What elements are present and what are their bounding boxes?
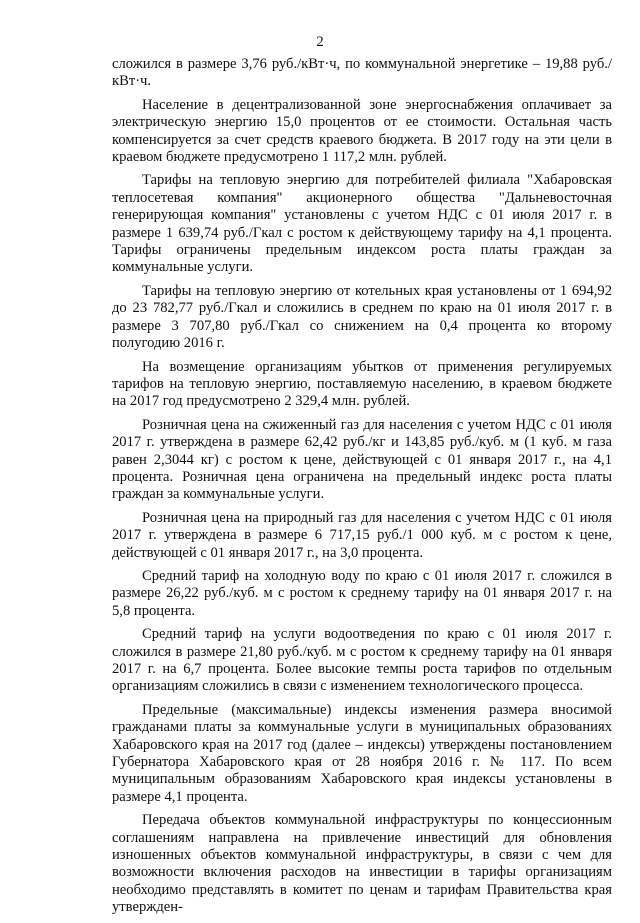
paragraph-8: Средний тариф на холодную воду по краю с 01 июля 2017 г. сложился в размере 26,22 руб./куб. м с ростом к среднему тарифу на 01 января 2017 г. на 5,8 процента. [112, 567, 612, 619]
page-number: 2 [316, 34, 324, 50]
paragraph-4: Тарифы на тепловую энергию от котельных края установлены от 1 694,92 до 23 782,77 руб./Гкал и сложились в среднем по краю на 01 июля 2017 г. в размере 3 707,80 руб./Гкал со снижением на 0,4 процента ко второму полугодию 2016 г. [112, 282, 612, 352]
paragraph-2: Население в децентрализованной зоне энергоснабжения оплачивает за электрическую энергию 15,0 процентов от ее стоимости. Остальная часть компенсируется за счет средств краевого бюджета. В 2017 году на эти цели в краевом бюджете предусмотрено 1 117,2 млн. рублей. [112, 96, 612, 166]
paragraph-5: На возмещение организациям убытков от применения регулируемых тарифов на тепловую энергию, поставляемую населению, в краевом бюджете на 2017 год предусмотрено 2 329,4 млн. рублей. [112, 358, 612, 410]
paragraph-1: сложился в размере 3,76 руб./кВт·ч, по коммунальной энергетике – 19,88 руб./кВт·ч. [112, 56, 612, 90]
paragraph-3: Тарифы на тепловую энергию для потребителей филиала "Хабаровская теплосетевая компания" акционерного общества "Дальневосточная генерирующая компания" установлены с учетом НДС с 01 июля 2017 г. в размере 1 639,74 руб./Гкал с ростом к действующему тарифу на 4,1 процента. Тарифы ограничены предельным индексом роста платы граждан за коммунальные услуги. [112, 172, 612, 276]
paragraph-11: Передача объектов коммунальной инфраструктуры по концессионным соглашениям направлена на привлечение инвестиций для обновления изношенных объектов коммунальной инфраструктуры, в связи с чем для возможности включения расходов на инвестиции в тарифы организациям необходимо представлять в комитет по ценам и тарифам Правительства края утвержден- [112, 812, 612, 916]
paragraph-9: Средний тариф на услуги водоотведения по краю с 01 июля 2017 г. сложился в размере 21,80 руб./куб. м с ростом к среднему тарифу на 01 января 2017 г. на 6,7 процента. Более высокие темпы роста тарифов по отдельным организациям сложились в связи с изменением технологического процесса. [112, 626, 612, 695]
document-body [112, 56, 612, 923]
paragraph-10: Предельные (максимальные) индексы изменения размера вносимой гражданами платы за коммунальные услуги в муниципальных образованиях Хабаровского края на 2017 год (далее – индексы) утверждены постановлением Губернатора Хабаровского края от 28 ноября 2016 г. № 117. По всем муниципальным образованиям Хабаровского края индексы установлены в размере 4,1 процента. [112, 701, 612, 805]
paragraph-6: Розничная цена на сжиженный газ для населения с учетом НДС с 01 июля 2017 г. утверждена в размере 62,42 руб./кг и 143,85 руб./куб. м (1 куб. м газа равен 2,3044 кг) с ростом к цене, действующей с 01 января 2017 г., на 4,1 процента. Розничная цена ограничена на предельный индекс роста платы граждан за коммунальные услуги. [112, 416, 612, 503]
paragraph-7: Розничная цена на природный газ для населения с учетом НДС с 01 июля 2017 г. утверждена в размере 6 717,15 руб./1 000 куб. м с ростом к цене, действующей с 01 января 2017 г., на 3,0 процента. [112, 509, 612, 561]
